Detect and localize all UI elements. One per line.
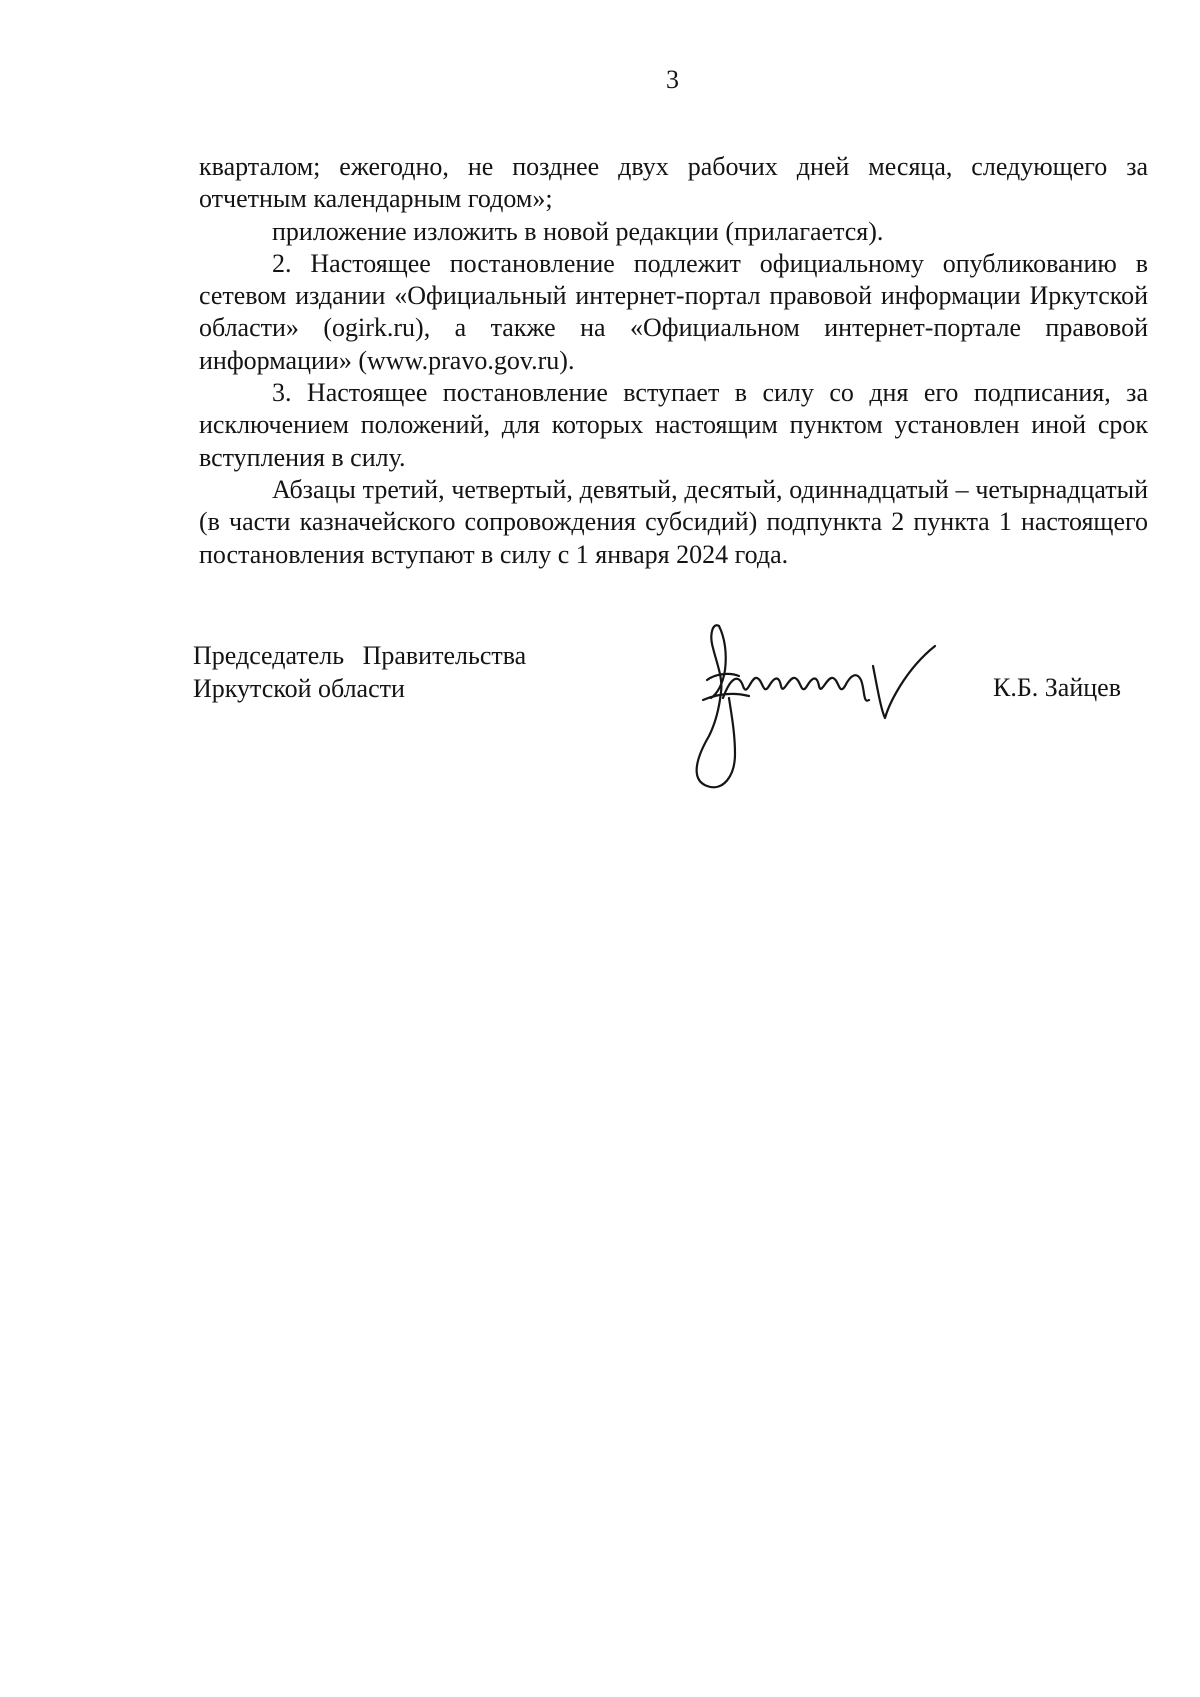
signatory-position-line-1: Председатель Правительства bbox=[193, 641, 527, 670]
signature-block bbox=[193, 640, 1153, 790]
paragraph-continuation: кварталом; ежегодно, не позднее двух рабочих дней месяца, следующего за отчетным календарным годом»; bbox=[199, 152, 1148, 214]
paragraph-appendix: приложение изложить в новой редакции (прилагается). bbox=[272, 216, 884, 246]
paragraph-item-3: 3. Настоящее постановление вступает в силу со дня его подписания, за исключением положений, для которых настоящим пунктом установлен иной срок вступления в силу. bbox=[199, 378, 1148, 472]
paragraph-effective-date: Абзацы третий, четвертый, девятый, десятый, одиннадцатый – четырнадцатый (в части казначейского сопровождения субсидий) подпункта 2 пункта 1 настоящего постановления вступают в силу с 1 января 2024 года. bbox=[199, 474, 1148, 569]
document-body bbox=[199, 151, 1148, 571]
paragraph-item-2: 2. Настоящее постановление подлежит официальному опубликованию в сетевом издании «Официальный интернет-портал правовой информации Иркутской области» (ogirk.ru), а также на «Официальном интернет-портале правовой информации» (www.pravo.gov.ru). bbox=[199, 248, 1148, 375]
signatory-position-line-2: Иркутской области bbox=[193, 673, 405, 703]
signatory-name: К.Б. Зайцев bbox=[993, 673, 1121, 702]
signatory-position bbox=[193, 640, 526, 705]
handwritten-signature bbox=[673, 614, 953, 792]
page-number: 3 bbox=[666, 65, 679, 94]
